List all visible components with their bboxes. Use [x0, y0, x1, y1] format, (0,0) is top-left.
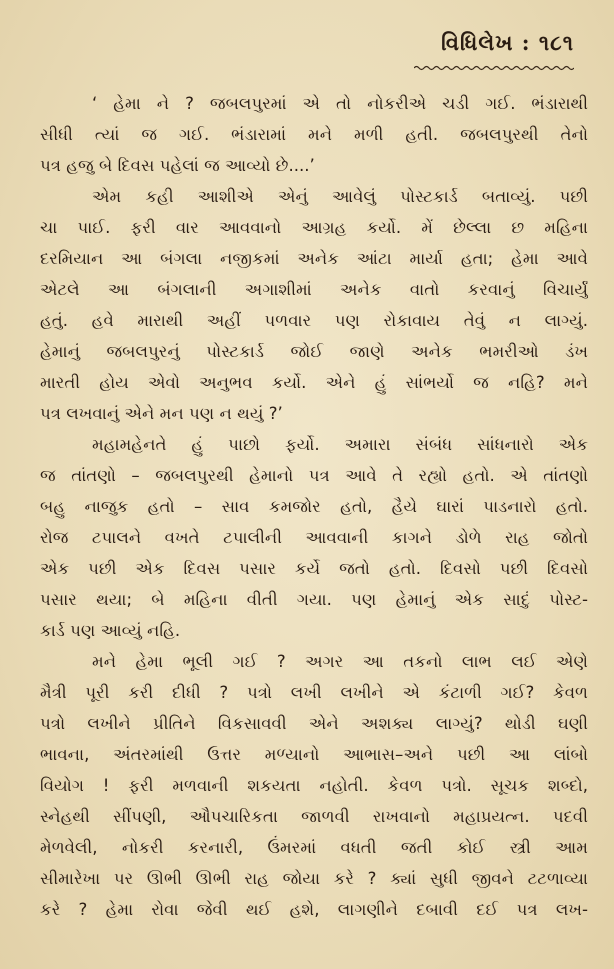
text-line: હેમાનું જબલપુરનું પોસ્ટકાર્ડ જોઈ જાણે અનેક ભમરીઓ ડંખ — [40, 342, 588, 361]
body-text — [40, 88, 588, 925]
page-header — [414, 30, 574, 75]
text-line: મેળવેલી, નોકરી કરનારી, ઉંમરમાં વધતી જતી કોઈ સ્ત્રી આમ — [40, 838, 588, 857]
text-line: રોજ ટપાલને વખતે ટપાલીની આવવાની કાગને ડોળે રાહ જોતો — [40, 528, 588, 547]
text-line: સ્નેહથી સીંપણી, ઔપચારિકતા જાળવી રાખવાનો મહાપ્રયત્ન. પદવી — [40, 807, 588, 826]
text-line: ચા પાઈ. ફરી વાર આવવાનો આગ્રહ કર્યો. મેં છેલ્લા છ મહિના — [40, 218, 588, 237]
text-line: એમ કહી આશીએ એનું આવેલું પોસ્ટકાર્ડ બતાવ્યું. પછી — [92, 187, 588, 206]
text-line: મને હેમા ભૂલી ગઈ ? અગર આ તકનો લાભ લઈ એણે — [92, 652, 588, 671]
header-wavy-rule — [414, 65, 574, 71]
text-line: એક પછી એક દિવસ પસાર કર્યે જતો હતો. દિવસો પછી દિવસો — [40, 559, 588, 578]
text-line: પત્ર લખવાનું એને મન પણ ન થયું ?’ — [40, 404, 283, 423]
text-line: પત્રો લખીને પ્રીતિને વિકસાવવી એને અશક્ય લાગ્યું? થોડી ઘણી — [40, 714, 588, 733]
text-line: મહામહેનતે હું પાછો ફર્યો. અમારા સંબંધ સાંધનારો એક — [92, 435, 588, 454]
text-line: દરમિયાન આ બંગલા નજીકમાં અનેક આંટા માર્યા હતા; હેમા આવે — [40, 249, 588, 268]
text-line: સીધી ત્યાં જ ગઈ. ભંડારામાં મને મળી હતી. જબલપુરથી તેનો — [40, 125, 588, 144]
text-line: પત્ર હજુ બે દિવસ પહેલાં જ આવ્યો છે....’ — [40, 156, 315, 175]
text-line: કાર્ડ પણ આવ્યું નહિ. — [40, 621, 181, 640]
text-line: ‘ હેમા ને ? જબલપુરમાં એ તો નોકરીએ ચડી ગઈ. ભંડારાથી — [92, 94, 588, 113]
text-line: સીમારેખા પર ઊભી ઊભી રાહ જોયા કરે ? ક્યાં સુધી જીવને ટટળાવ્યા — [40, 869, 588, 888]
text-line: એટલે આ બંગલાની અગાશીમાં અનેક વાતો કરવાનું વિચાર્યું — [40, 280, 588, 299]
text-line: મારતી હોય એવો અનુભવ કર્યો. એને હું સાંભર્યો જ નહિ? મને — [40, 373, 588, 392]
text-line: મૈત્રી પૂરી કરી દીધી ? પત્રો લખી લખીને એ કંટાળી ગઈ? કેવળ — [40, 683, 588, 702]
text-line: બહુ નાજુક હતો – સાવ કમજોર હતો, હૈયે ઘારાં પાડનારો હતો. — [40, 497, 588, 516]
running-head: વિધિલેખ : ૧૮૧ — [441, 30, 574, 55]
text-line: વિયોગ ! ફરી મળવાની શકયતા નહોતી. કેવળ પત્રો. સૂચક શબ્દો, — [40, 776, 588, 795]
text-line: જ તાંતણો – જબલપુરથી હેમાનો પત્ર આવે તે રહ્યો હતો. એ તાંતણો — [40, 466, 588, 485]
text-line: હતું. હવે મારાથી અહીં પળવાર પણ રોકાવાય તેવું ન લાગ્યું. — [40, 311, 588, 330]
text-line: કરે ? હેમા રોવા જેવી થઈ હશે, લાગણીને દબાવી દઈ પત્ર લખ- — [40, 900, 588, 919]
text-line: ભાવના, અંતરમાંથી ઉત્તર મળ્યાનો આભાસ–અને પછી આ લાંબો — [40, 745, 588, 764]
text-line: પસાર થયા; બે મહિના વીતી ગયા. પણ હેમાનું એક સાદું પોસ્ટ- — [40, 590, 588, 609]
